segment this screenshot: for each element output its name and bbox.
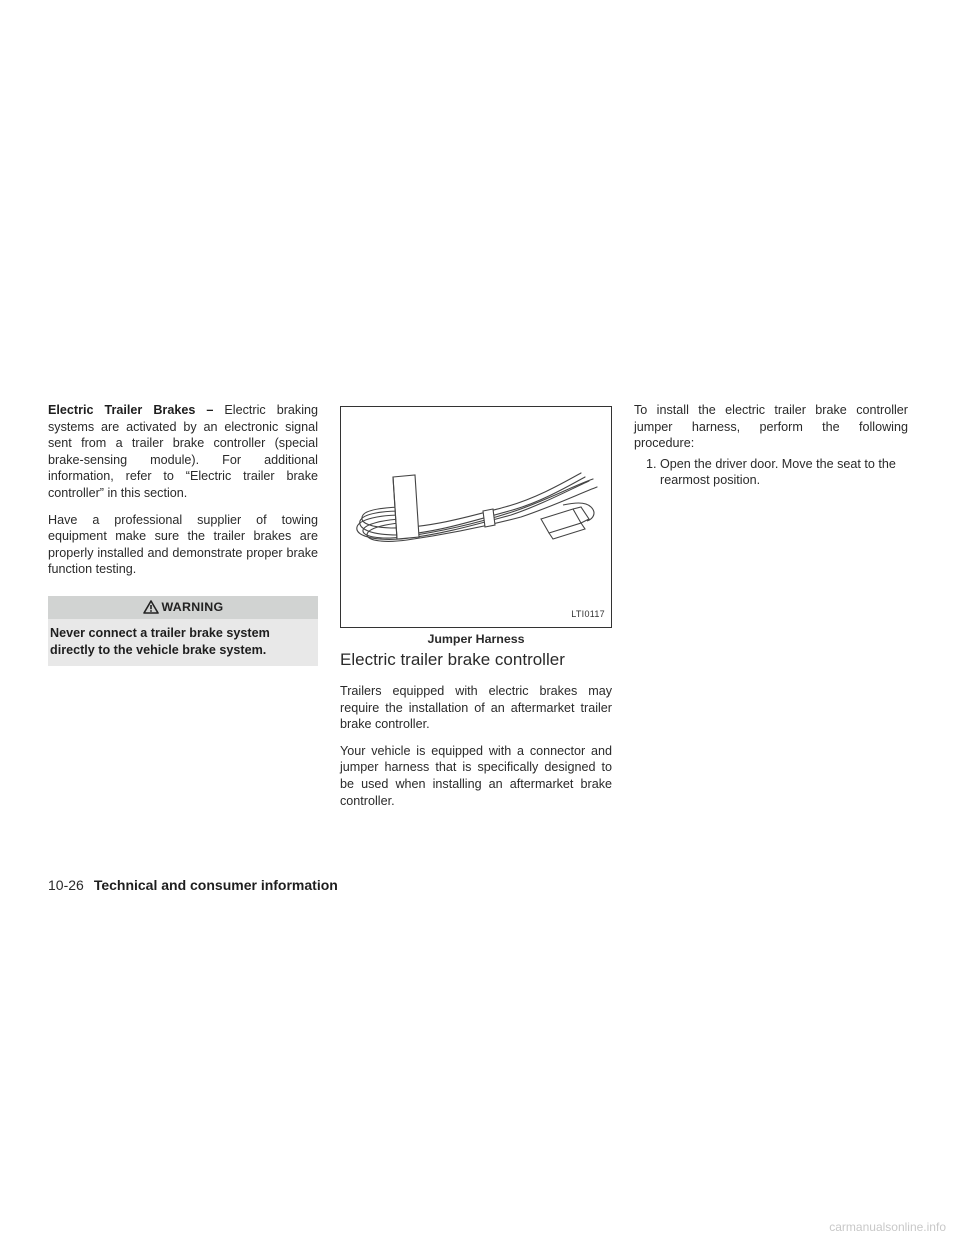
connector-harness-paragraph: Your vehicle is equipped with a connector and jumper harness that is specifically designed to be used when installing an aftermarket brake controller. (340, 743, 612, 808)
step-text: Open the driver door. Move the seat to the rearmost position. (660, 456, 896, 488)
column-left (48, 402, 318, 666)
page-number: 10-26 (48, 877, 84, 893)
warning-header (48, 596, 318, 619)
step-number: 1. (646, 456, 657, 471)
electric-trailer-brakes-lead: Electric Trailer Brakes – (48, 403, 214, 417)
list-item (646, 456, 908, 489)
section-title: Electric trailer brake controller (340, 650, 565, 669)
column-right (634, 402, 908, 489)
warning-triangle-icon (143, 600, 159, 614)
column-middle (340, 406, 612, 819)
warning-text: Never connect a trailer brake system directly to the vehicle brake system. (48, 619, 318, 666)
install-intro-paragraph: To install the electric trailer brake controller jumper harness, perform the following procedure: (634, 403, 908, 451)
page-footer (48, 877, 338, 893)
watermark: carmanualsonline.info (829, 1220, 946, 1234)
jumper-harness-illustration (341, 407, 611, 627)
warning-box (48, 596, 318, 666)
jumper-harness-figure (340, 406, 612, 628)
warning-title: WARNING (161, 600, 224, 615)
figure-code: LTI0117 (571, 609, 605, 620)
trailers-equipped-paragraph: Trailers equipped with electric brakes may require the installation of an aftermarket trailer brake controller. (340, 684, 612, 732)
figure-caption: Jumper Harness (427, 632, 525, 646)
professional-supplier-paragraph: Have a professional supplier of towing equipment make sure the trailer brakes are properly installed and demonstrate proper brake function testing. (48, 512, 318, 577)
footer-section-title: Technical and consumer information (93, 877, 338, 893)
electric-trailer-brakes-paragraph (48, 402, 318, 502)
electric-trailer-brakes-text: Electric braking systems are activated by an electronic signal sent from a trailer brake controller (special brake-sensing module). For additional information, refer to “Electric trailer brake controller” in this section. (48, 403, 318, 500)
